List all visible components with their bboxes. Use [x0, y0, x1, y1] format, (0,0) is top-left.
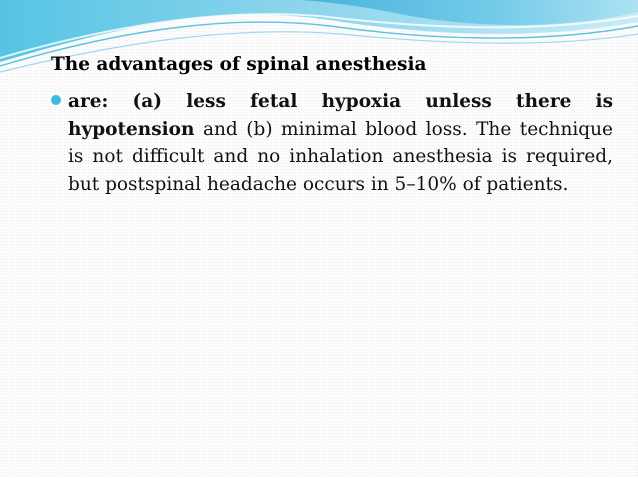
slide-title: The advantages of spinal anesthesia	[51, 54, 427, 75]
bullet-bold-text: are: (a) less fetal hypoxia unless there is hypotension	[68, 91, 613, 140]
bullet-dot-icon	[51, 95, 61, 105]
bullet-item	[51, 88, 613, 198]
bullet-text	[68, 88, 613, 198]
bullet-body-text: and (b) minimal blood loss. The technique is not difficult and no inhalation anesthesia is required, but postspinal headache occurs in 5–10% of patients.	[68, 118, 613, 195]
